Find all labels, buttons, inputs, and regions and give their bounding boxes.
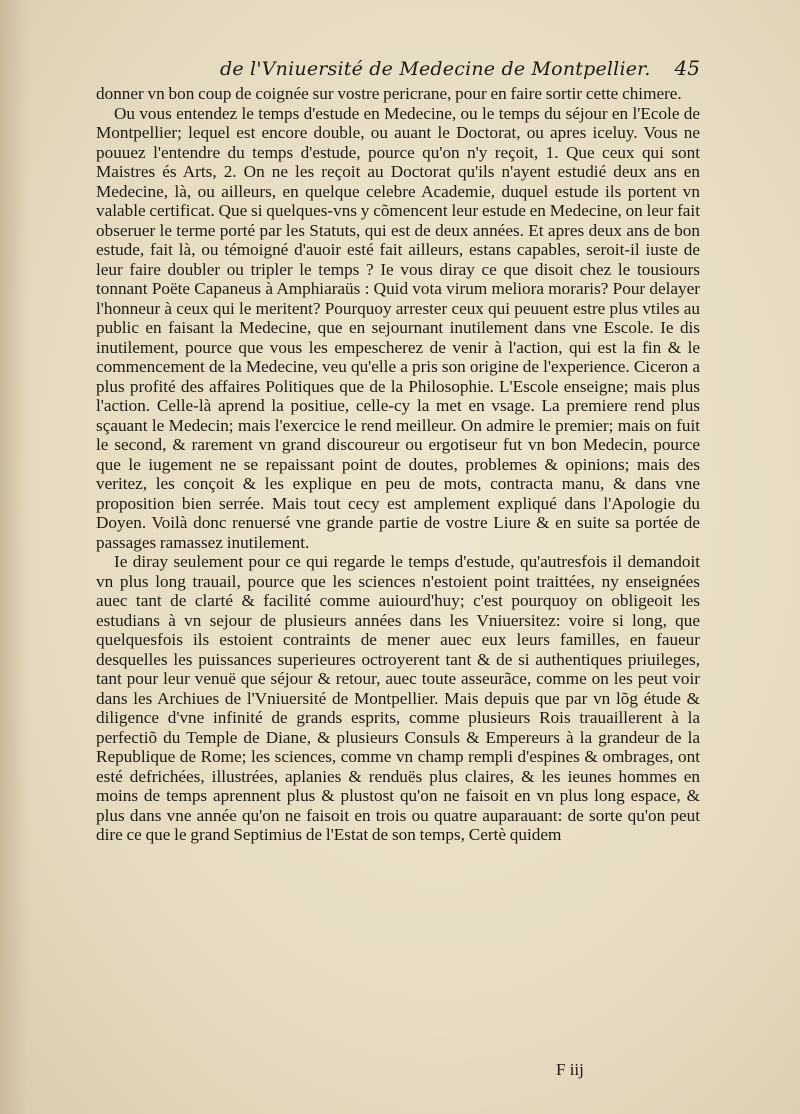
page-number: 45 [674,56,700,80]
page-header [220,52,700,86]
paragraph: Ou vous entendez le temps d'estude en Medecine, ou le temps du séjour en l'Ecole de Montpellier; lequel est encore double, ou auant le Doctorat, ou apres iceluy. Vous ne pouuez l'entendre du temps d'estude, pource qu'on n'y reçoit, 1. Que ceux qui sont Maistres és Arts, 2. On ne les reçoit au Doctorat qu'ils n'ayent estudié deux ans en Medecine, là, ou ailleurs, en quelque celebre Academie, duquel estude ils portent vn valable certificat. Que si quelques-vns y cõmencent leur estude en Medecine, on leur fait obseruer le terme porté par les Statuts, qui est de deux années. Et apres deux ans de bon estude, fait là, ou témoigné d'auoir esté fait ailleurs, estans capables, seroit-il iuste de leur faire doubler ou tripler le temps ? Ie vous diray ce que disoit chez le tousiours tonnant Poëte Capaneus à Amphiaraüs : Quid vota virum meliora moraris? Pour delayer l'honneur à ceux qui le meritent? Pourquoy arrester ceux qui peuuent estre plus vtiles au public en faisant la Medecine, que en sejournant inutilement dans vne Escole. Ie dis inutilement, pource que vous les empescherez de venir à l'action, qui est la fin & le commencement de la Medecine, veu qu'elle a pris son origine de l'experience. Ciceron a plus profité des affaires Politiques que de la Philosophie. L'Escole enseigne; mais plus l'action. Celle-là aprend la positiue, celle-cy la met en vsage. La premiere rend plus sçauant le Medecin; mais l'exercice le rend meilleur. On admire le premier; mais on fuit le second, & rarement vn grand discoureur ou ergotiseur fut vn bon Medecin, pource que le iugement ne se repaissant point de doutes, problemes & opinions; mais des veritez, les conçoit & les explique en peu de mots, contracta manu, & dans vne proposition bien serrée. Mais tout cecy est amplement expliqué dans l'Apologie du Doyen. Voilà donc renuersé vne grande partie de vostre Liure & en suite sa portée de passages ramassez inutilement. [96,103,700,552]
body-text [96,84,700,845]
paragraph: donner vn bon coup de coignée sur vostre pericrane, pour en faire sortir cette chimere. [96,84,682,103]
paragraph: Ie diray seulement pour ce qui regarde le temps d'estude, qu'autresfois il demandoit vn plus long trauail, pource que les sciences n'estoient point traittées, ny enseignées auec tant de clarté & facilité comme auiourd'huy; c'est pourquoy on obligeoit les estudians à vn sejour de plusieurs années dans les Vniuersitez: voire si long, que quelquesfois ils estoient contraints de mener auec eux leurs familles, en faueur desquelles les puissances superieures octroyerent tant & de si authentiques priuileges, tant pour leur venuë que séjour & retour, auec toute asseurãce, comme on les peut voir dans les Archiues de l'Vniuersité de Montpellier. Mais depuis que par vn lõg étude & diligence d'vne infinité de grands esprits, comme plusieurs Rois trauaillerent à la perfectiõ du Temple de Diane, & plusieurs Consuls & Empereurs à la grandeur de la Republique de Rome; les sciences, comme vn champ rempli d'espines & ombrages, ont esté defrichées, illustrées, aplanies & renduës plus claires, & les ieunes hommes en moins de temps aprennent plus & plustost qu'on ne faisoit en vn plus long espace, & plus dans vne année qu'on ne faisoit en trois ou quatre auparauant: de sorte qu'on peut dire ce que le grand Septimius de l'Estat de son temps, Certè quidem [96,552,700,844]
page-gutter-shadow [0,0,28,1114]
signature-mark: F iij [556,1060,584,1079]
running-head: de l'Vniuersité de Medecine de Montpellier. [220,58,651,80]
